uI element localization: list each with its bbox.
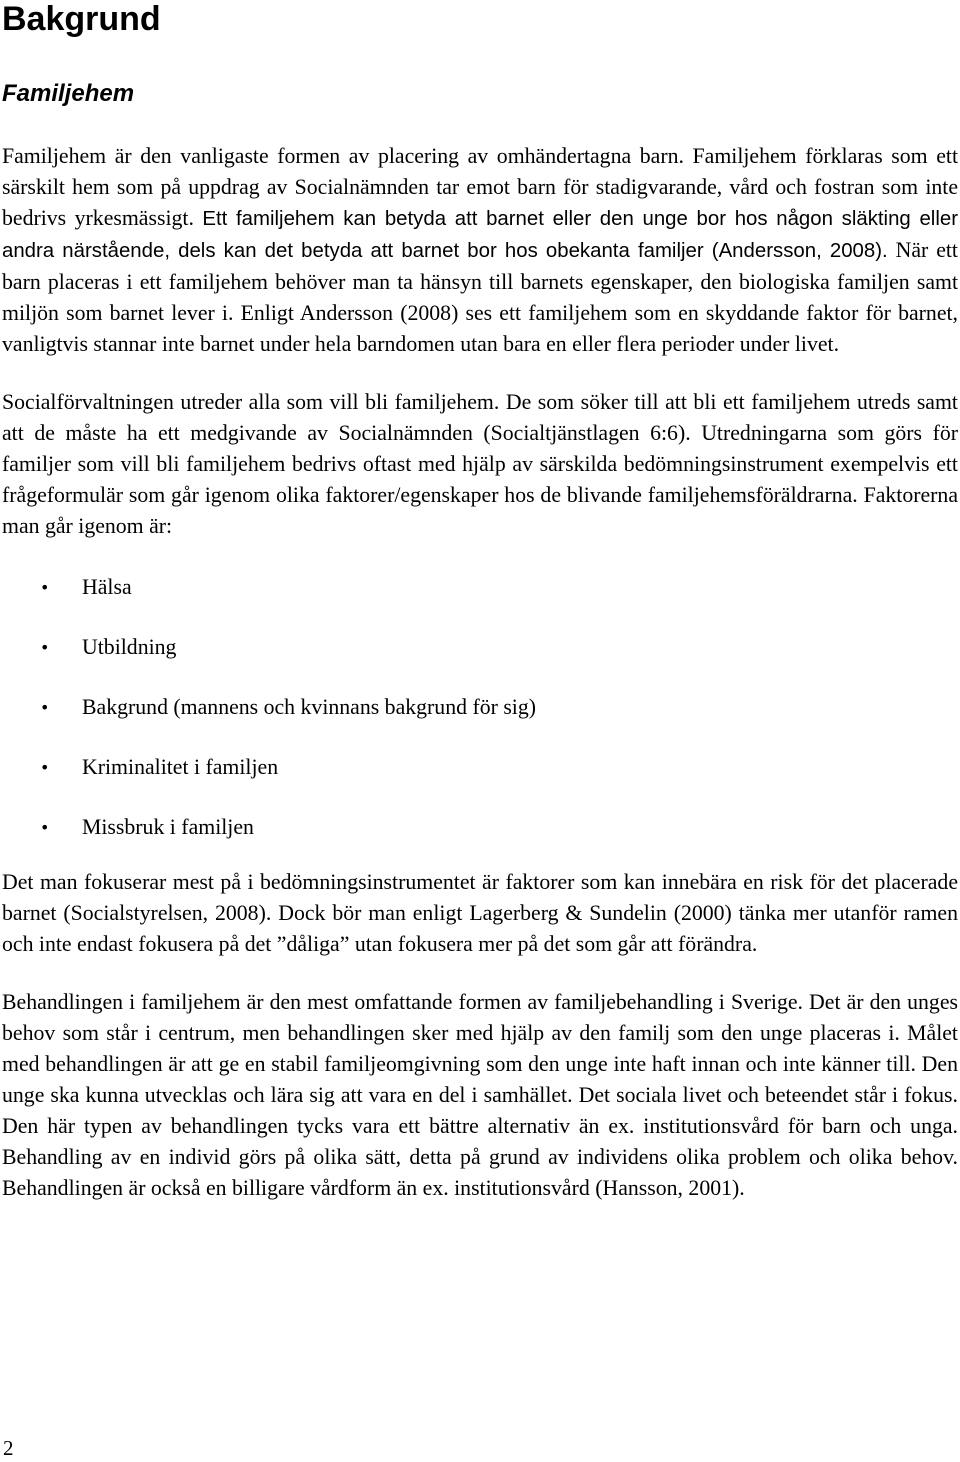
list-item-label: Kriminalitet i familjen [82,755,279,779]
section-heading: Familjehem [2,80,135,107]
document-page [2,0,958,1204]
page-number: 2 [3,1436,14,1460]
list-item-label: Missbruk i familjen [82,815,254,839]
paragraph-text: När ett barn placeras i ett familjehem behöver man ta hänsyn till barnets egenskaper, den biologiska familjen samt miljön som barnet lever i. Enligt Andersson (2008) ses ett familjehem som en skyddande faktor för barnet, vanligtvis stannar inte barnet under hela barndomen utan bara en eller flera perioder under livet. [2,238,958,356]
page-title: Bakgrund [2,0,161,38]
paragraph-familjehem-intro [2,141,958,360]
bullet-icon: • [40,698,50,717]
list-item-label: Utbildning [82,635,177,659]
bullet-icon: • [40,578,50,597]
list-item-label: Bakgrund (mannens och kvinnans bakgrund för sig) [82,695,537,719]
paragraph-bedomning: Det man fokuserar mest på i bedömningsinstrumentet är faktorer som kan innebära en risk för det placerade barnet (Socialstyrelsen, 2008). Dock bör man enligt Lagerberg & Sundelin (2000) tänka mer utanför ramen och inte endast fokusera på det ”dåliga” utan fokusera mer på det som går att förändra. [2,870,958,956]
list-item-label: Hälsa [82,575,132,599]
paragraph-utredning: Socialförvaltningen utreder alla som vill bli familjehem. De som söker till att bli ett familjehem utreds samt att de måste ha ett medgivande av Socialnämnden (Socialtjänstlagen 6:6). Utredningarna som görs för familjer som vill bli familjehem bedrivs oftast med hjälp av särskilda bedömningsinstrument exempelvis ett frågeformulär som går igenom olika faktorer/egenskaper hos de blivande familjehemsföräldrarna. Faktorerna man går igenom är: [2,390,958,538]
list-item [2,812,958,843]
paragraph-text: Familjehem är den vanligaste formen av placering av omhändertagna barn. Familjehem förklaras som ett särskilt hem som på uppdrag av Socialnämnden tar emot barn för stadigvarande, vård och fostran som inte bedrivs yrkesmässigt. [2,144,958,230]
bullet-icon: • [40,818,50,837]
paragraph-text-sans: Ett familjehem kan betyda att barnet eller den unge bor hos någon släkting eller andra närstående, dels kan det betyda att barnet bor hos obekanta familjer (Andersson, 2008). [2,208,958,262]
factor-list [2,572,958,843]
list-item [2,632,958,663]
list-item [2,572,958,603]
bullet-icon: • [40,758,50,777]
list-item [2,692,958,723]
list-item [2,752,958,783]
bullet-icon: • [40,638,50,657]
paragraph-behandling: Behandlingen i familjehem är den mest omfattande formen av familjebehandling i Sverige. Det är den unges behov som står i centrum, men behandlingen sker med hjälp av den familj som den unge placeras i. Målet med behandlingen är att ge en stabil familjeomgivning som den unge inte haft innan och inte känner till. Den unge ska kunna utvecklas och lära sig att vara en del i samhället. Det sociala livet och beteendet står i fokus. Den här typen av behandlingen tycks vara ett bättre alternativ än ex. institutionsvård för barn och unga. Behandling av en individ görs på olika sätt, detta på grund av individens olika problem och olika behov. Behandlingen är också en billigare vårdform än ex. institutionsvård (Hansson, 2001). [2,990,958,1200]
